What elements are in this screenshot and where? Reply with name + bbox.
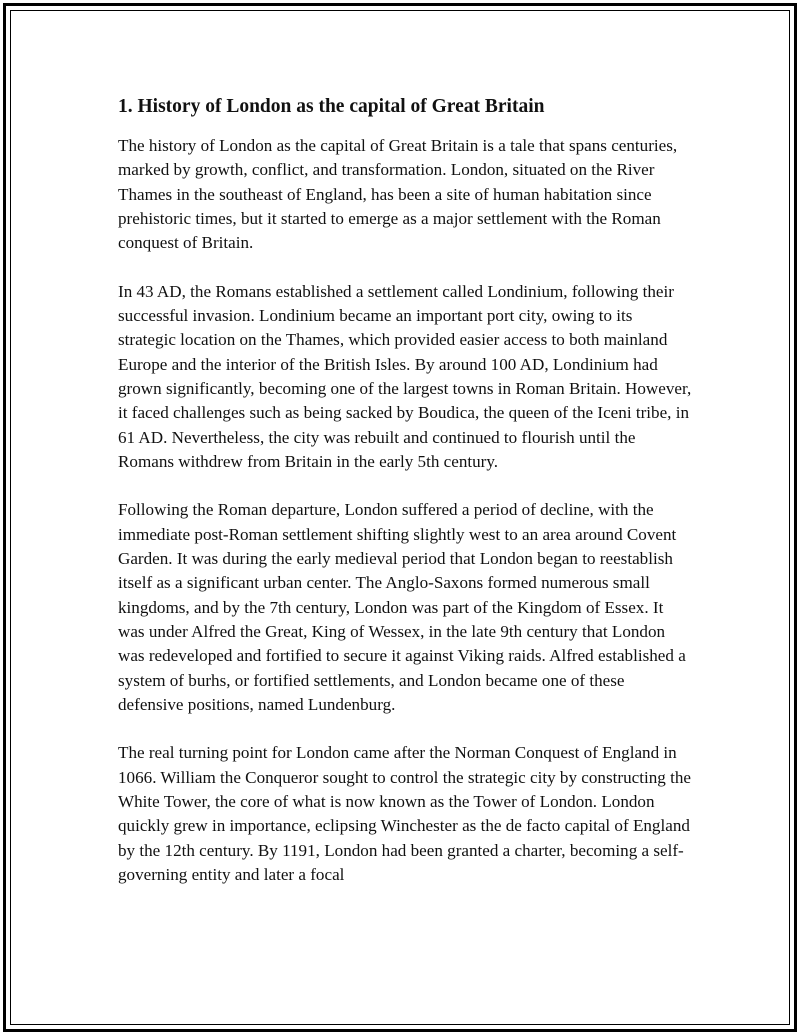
paragraph-norman-conquest: The real turning point for London came after the Norman Conquest of England in 1066. William the Conqueror sought to control the strategic city by constructing the White Tower, the core of what is now known as the Tower of London. London quickly grew in importance, eclipsing Winchester as the de facto capital of England by the 12th century. By 1191, London had been granted a charter, becoming a self-governing entity and later a focal xyxy=(118,743,691,884)
paragraph-londinium: In 43 AD, the Romans established a settlement called Londinium, following their successful invasion. Londinium became an important port city, owing to its strategic location on the Thames, which provided easier access to both mainland Europe and the interior of the British Isles. By around 100 AD, Londinium had grown significantly, becoming one of the largest towns in Roman Britain. However, it faced challenges such as being sacked by Boudica, the queen of the Iceni tribe, in 61 AD. Nevertheless, the city was rebuilt and continued to flourish until the Romans withdrew from Britain in the early 5th century. xyxy=(118,281,692,471)
section-title: 1. History of London as the capital of Great Britain xyxy=(118,96,545,117)
paragraph-roman-origins-intro: The history of London as the capital of Great Britain is a tale that spans centuries, marked by growth, conflict, and transformation. London, situated on the River Thames in the southeast of England, has been a site of human habitation since prehistoric times, but it started to emerge as a major settlement with the Roman conquest of Britain. xyxy=(118,136,678,253)
document-body xyxy=(118,93,693,912)
paragraph-post-roman: Following the Roman departure, London suffered a period of decline, with the immediate post-Roman settlement shifting slightly west to an area around Covent Garden. It was during the early medieval period that London began to reestablish itself as a significant urban center. The Anglo-Saxons formed numerous small kingdoms, and by the 7th century, London was part of the Kingdom of Essex. It was under Alfred the Great, King of Wessex, in the late 9th century that London was redeveloped and fortified to secure it against Viking raids. Alfred established a system of burhs, or fortified settlements, and London became one of these defensive positions, named Lundenburg. xyxy=(118,500,686,714)
